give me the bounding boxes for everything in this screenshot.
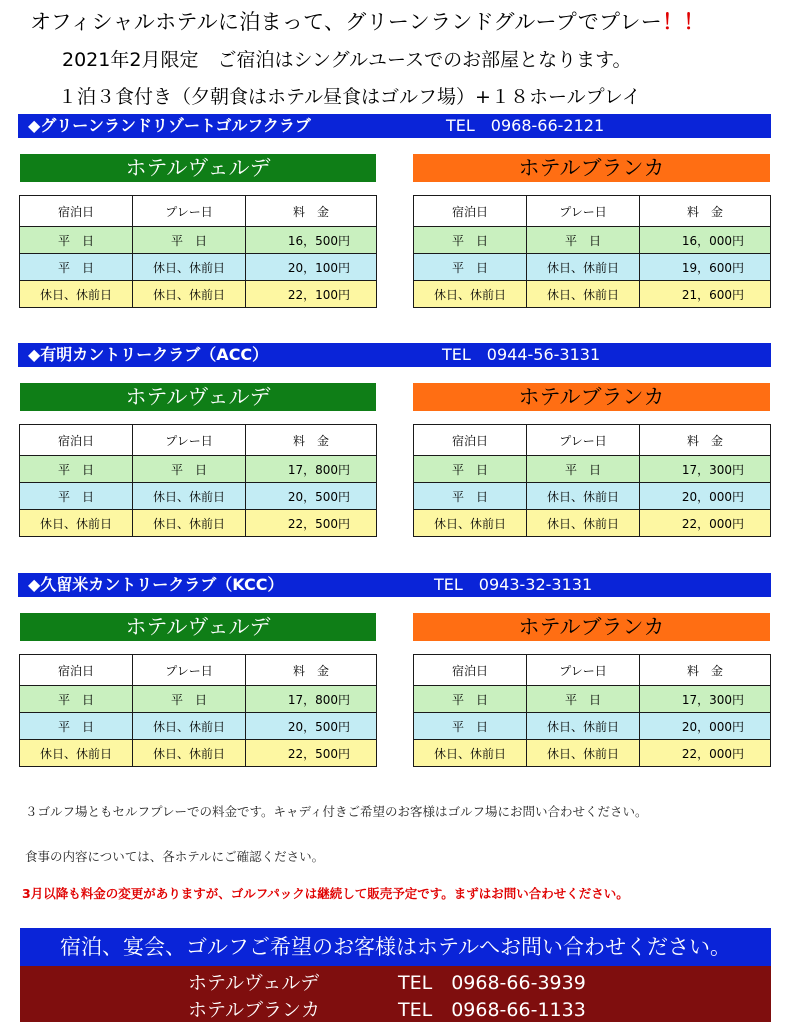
note-meals: 食事の内容については、各ホテルにご確認ください。 — [25, 849, 325, 864]
hotel-label-blanca: ホテルブランカ — [413, 154, 770, 182]
play-day: 平 日 — [527, 456, 640, 483]
table-row — [414, 456, 771, 483]
play-day: 休日、休前日 — [133, 483, 246, 510]
club-bar-kurume — [18, 573, 771, 597]
stay-day: 休日、休前日 — [414, 740, 527, 767]
price: 16，500円 — [246, 227, 377, 254]
rate-table-kurume-verde — [19, 654, 377, 767]
headline-text: オフィシャルホテルに泊まって、グリーンランドグループでプレー — [30, 10, 663, 34]
col-header-price: 料 金 — [246, 196, 377, 227]
col-header-stay: 宿泊日 — [414, 655, 527, 686]
col-header-stay: 宿泊日 — [414, 196, 527, 227]
col-header-stay: 宿泊日 — [414, 425, 527, 456]
price: 20，000円 — [640, 713, 771, 740]
col-header-stay: 宿泊日 — [20, 425, 133, 456]
table-row — [20, 740, 377, 767]
table-row — [20, 254, 377, 281]
price: 19，600円 — [640, 254, 771, 281]
note-self-play: ３ゴルフ場ともセルフプレーでの料金です。キャディ付きご希望のお客様はゴルフ場にお問い合わせください。 — [25, 804, 648, 819]
price: 17，800円 — [246, 456, 377, 483]
table-header-row — [414, 655, 771, 686]
stay-day: 休日、休前日 — [20, 740, 133, 767]
col-header-play: プレー日 — [133, 655, 246, 686]
club-bar-ariake — [18, 343, 771, 367]
table-row — [20, 456, 377, 483]
stay-day: 平 日 — [414, 456, 527, 483]
price: 17，300円 — [640, 686, 771, 713]
contact-verde-name: ホテルヴェルデ — [188, 972, 320, 994]
price: 22，000円 — [640, 740, 771, 767]
contact-box — [20, 966, 771, 1022]
play-day: 休日、休前日 — [133, 254, 246, 281]
rate-table-greenland-blanca — [413, 195, 771, 308]
rate-table-greenland-verde — [19, 195, 377, 308]
col-header-play: プレー日 — [527, 655, 640, 686]
hotel-label-verde: ホテルヴェルデ — [20, 383, 376, 411]
play-day: 休日、休前日 — [527, 510, 640, 537]
col-header-stay: 宿泊日 — [20, 655, 133, 686]
club-name: ◆久留米カントリークラブ（KCC） — [28, 575, 284, 594]
col-header-price: 料 金 — [640, 655, 771, 686]
stay-day: 平 日 — [20, 254, 133, 281]
table-row — [20, 686, 377, 713]
col-header-play: プレー日 — [527, 196, 640, 227]
table-header-row — [20, 655, 377, 686]
price: 16，000円 — [640, 227, 771, 254]
col-header-stay: 宿泊日 — [20, 196, 133, 227]
price: 22，100円 — [246, 281, 377, 308]
rate-table-ariake-verde — [19, 424, 377, 537]
table-row — [414, 254, 771, 281]
headline — [30, 6, 705, 36]
table-row — [20, 510, 377, 537]
col-header-price: 料 金 — [246, 425, 377, 456]
hotel-label-blanca: ホテルブランカ — [413, 383, 770, 411]
table-header-row — [414, 196, 771, 227]
stay-day: 平 日 — [414, 686, 527, 713]
stay-day: 平 日 — [20, 713, 133, 740]
stay-day: 休日、休前日 — [414, 281, 527, 308]
contact-verde-tel: TEL 0968-66-3939 — [398, 972, 586, 994]
stay-day: 平 日 — [20, 686, 133, 713]
club-tel: TEL 0943-32-3131 — [434, 575, 593, 594]
col-header-play: プレー日 — [133, 196, 246, 227]
col-header-price: 料 金 — [246, 655, 377, 686]
hotel-label-verde: ホテルヴェルデ — [20, 613, 376, 641]
price: 20，000円 — [640, 483, 771, 510]
play-day: 休日、休前日 — [133, 740, 246, 767]
stay-day: 休日、休前日 — [20, 510, 133, 537]
price: 22，000円 — [640, 510, 771, 537]
table-row — [414, 686, 771, 713]
play-day: 休日、休前日 — [133, 713, 246, 740]
stay-day: 平 日 — [20, 456, 133, 483]
play-day: 平 日 — [133, 227, 246, 254]
price: 17，800円 — [246, 686, 377, 713]
play-day: 休日、休前日 — [527, 483, 640, 510]
price: 21，600円 — [640, 281, 771, 308]
table-row — [414, 281, 771, 308]
play-day: 休日、休前日 — [133, 281, 246, 308]
play-day: 休日、休前日 — [527, 740, 640, 767]
stay-day: 平 日 — [414, 254, 527, 281]
col-header-price: 料 金 — [640, 425, 771, 456]
price: 20，500円 — [246, 713, 377, 740]
table-row — [414, 740, 771, 767]
club-name: ◆有明カントリークラブ（ACC） — [28, 345, 269, 364]
note-price-change: 3月以降も料金の変更がありますが、ゴルフパックは継続して販売予定です。まずはお問い合わせください。 — [22, 886, 629, 901]
play-day: 平 日 — [527, 686, 640, 713]
play-day: 平 日 — [527, 227, 640, 254]
price: 22，500円 — [246, 510, 377, 537]
offer-period-line: 2021年2月限定 ご宿泊はシングルユースでのお部屋となります。 — [62, 49, 632, 71]
col-header-price: 料 金 — [640, 196, 771, 227]
stay-day: 平 日 — [414, 713, 527, 740]
table-row — [414, 713, 771, 740]
hotel-label-blanca: ホテルブランカ — [413, 613, 770, 641]
price: 20，500円 — [246, 483, 377, 510]
contact-banner: 宿泊、宴会、ゴルフご希望のお客様はホテルへお問い合わせください。 — [20, 928, 771, 966]
play-day: 休日、休前日 — [527, 281, 640, 308]
headline-exclamation: ！！ — [662, 10, 705, 34]
stay-day: 平 日 — [20, 227, 133, 254]
price: 22，500円 — [246, 740, 377, 767]
stay-day: 平 日 — [414, 483, 527, 510]
table-row — [20, 483, 377, 510]
hotel-label-verde: ホテルヴェルデ — [20, 154, 376, 182]
table-header-row — [20, 196, 377, 227]
contact-blanca-tel: TEL 0968-66-1133 — [398, 999, 586, 1021]
club-bar-greenland — [18, 114, 771, 138]
table-row — [20, 281, 377, 308]
play-day: 休日、休前日 — [527, 254, 640, 281]
stay-day: 平 日 — [414, 227, 527, 254]
stay-day: 休日、休前日 — [414, 510, 527, 537]
col-header-play: プレー日 — [527, 425, 640, 456]
play-day: 平 日 — [133, 686, 246, 713]
club-tel: TEL 0968-66-2121 — [446, 116, 605, 135]
table-header-row — [20, 425, 377, 456]
price: 17，300円 — [640, 456, 771, 483]
contact-blanca-name: ホテルブランカ — [188, 999, 321, 1021]
table-row — [414, 227, 771, 254]
table-row — [414, 510, 771, 537]
club-tel: TEL 0944-56-3131 — [442, 345, 601, 364]
package-details-line: １泊３食付き（夕朝食はホテル昼食はゴルフ場）+１８ホールプレイ — [58, 86, 641, 108]
club-name: ◆グリーンランドリゾートゴルフクラブ — [28, 116, 311, 135]
col-header-play: プレー日 — [133, 425, 246, 456]
play-day: 平 日 — [133, 456, 246, 483]
play-day: 休日、休前日 — [133, 510, 246, 537]
table-row — [414, 483, 771, 510]
play-day: 休日、休前日 — [527, 713, 640, 740]
stay-day: 平 日 — [20, 483, 133, 510]
table-row — [20, 713, 377, 740]
table-row — [20, 227, 377, 254]
rate-table-ariake-blanca — [413, 424, 771, 537]
table-header-row — [414, 425, 771, 456]
price: 20，100円 — [246, 254, 377, 281]
stay-day: 休日、休前日 — [20, 281, 133, 308]
rate-table-kurume-blanca — [413, 654, 771, 767]
